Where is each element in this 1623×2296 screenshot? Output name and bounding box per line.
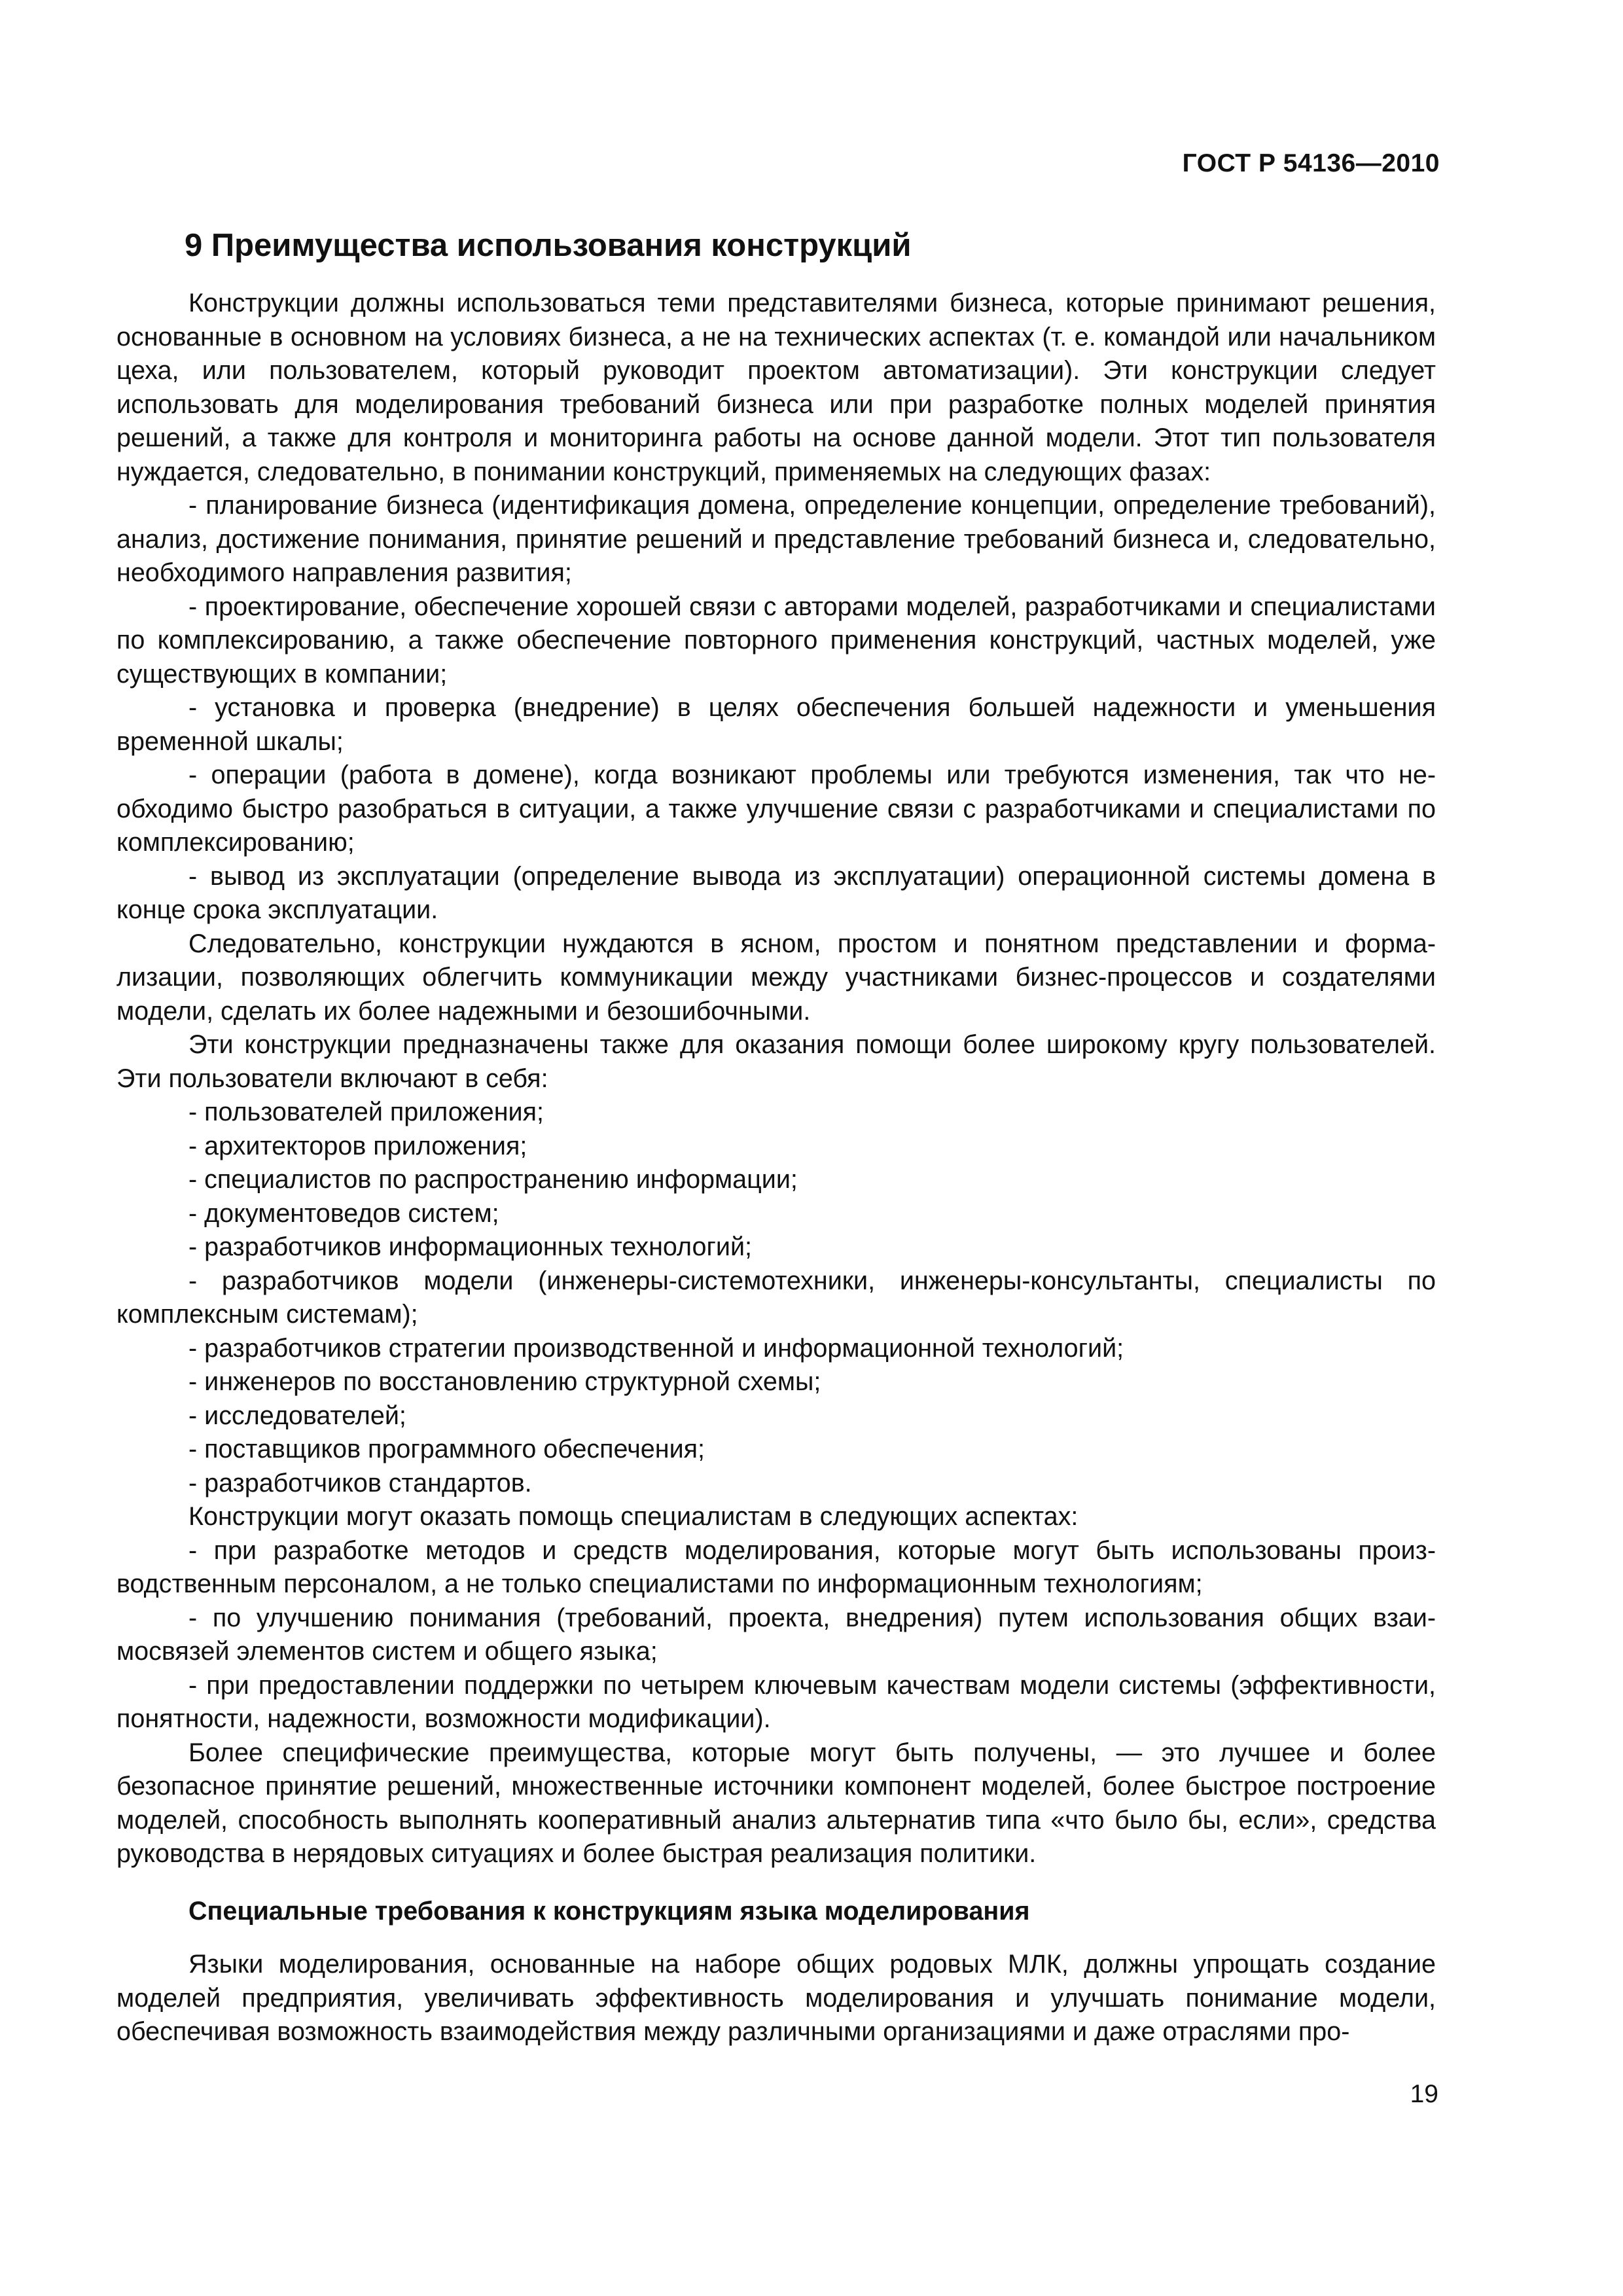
paragraph: Конструкции могут оказать помощь специалистам в следующих аспектах: — [188, 1502, 1079, 1531]
list-item: - разработчиков модели (инженеры-системотехники, инженеры-консультанты, специалисты по комплексным системам); — [116, 1266, 1436, 1329]
list-item: - при предоставлении поддержки по четырем ключевым качествам модели системы (эффективности, понятности, надежности, возможности модификации). — [116, 1670, 1436, 1733]
list-item: - планирование бизнеса (идентификация домена, определение концепции, определение требований), анализ, достижение понимания, принятие решений и представление требований бизнеса и, следовательно, необходимого направления развития; — [116, 491, 1436, 587]
list-item: - при разработке методов и средств моделирования, которые могут быть использованы производственным персоналом, а не только специалистами по информационным технологиям; — [116, 1535, 1436, 1598]
list-item: - архитекторов приложения; — [188, 1131, 527, 1160]
phases-list — [116, 489, 1436, 927]
paragraph: Эти конструкции предназначены также для оказания помощи более широкому кругу пользователей. Эти пользователи включают в себя: — [116, 1030, 1436, 1093]
list-item: - установка и проверка (внедрение) в целях обеспечения большей надежности и уменьшения временной шкалы; — [116, 693, 1436, 756]
list-item: - поставщиков программного обеспечения; — [188, 1435, 705, 1463]
list-item: - исследователей; — [188, 1401, 406, 1430]
page-number: 19 — [1410, 2080, 1438, 2108]
paragraph: Более специфические преимущества, которые могут быть получены, — это лучшее и более безопасное принятие решений, множественные источники компонент моделей, более быстрое построение моделей, способность выполнять кооперативный анализ альтернатив типа «что было бы, если», средства руководства в нерядовых ситуациях и более быстрая реализация политики. — [116, 1738, 1436, 1868]
list-item: - разработчиков информационных технологий; — [188, 1232, 752, 1261]
section-title: 9 Преимущества использования конструкций — [185, 228, 912, 263]
subsection-title: Специальные требования к конструкциям языка моделирования — [188, 1896, 1030, 1926]
list-item: - операции (работа в домене), когда возникают проблемы или требуются изменения, так что необходимо быстро разобраться в ситуации, а также улучшение связи с разработчиками и специалистами по комплексированию; — [116, 761, 1436, 857]
list-item: - вывод из эксплуатации (определение вывода из эксплуатации) операционной системы домена в конце срока эксплуатации. — [116, 861, 1436, 924]
paragraph: Языки моделирования, основанные на наборе общих родовых МЛК, должны упрощать создание моделей предприятия, увеличивать эффективность моделирования и улучшать понимание модели, обеспечивая возможность взаимодействия между различными организациями и даже отраслями про- — [116, 1950, 1436, 2046]
list-item: - по улучшению понимания (требований, проекта, внедрения) путем использования общих взаимосвязей элементов систем и общего языка; — [116, 1603, 1436, 1666]
list-item: - документоведов систем; — [188, 1198, 499, 1228]
users-list — [116, 1096, 1436, 1500]
list-item: - разработчиков стандартов. — [188, 1468, 532, 1498]
intro-paragraph: Конструкции должны использоваться теми представителями бизнеса, которые принимают решения, основанные в основном на условиях бизнеса, а не на технических аспектах (т. е. командой или начальником цеха, или пользователем, который руководит проектом автоматизации). Эти конструкции следует использовать для моделирования требований бизнеса или при разработке полных моделей принятия решений, а также для контроля и мониторинга работы на основе данной модели. Этот тип пользователя нуждается, следовательно, в понимании конструкций, применяемых на следующих фазах: — [116, 289, 1436, 486]
list-item: - инженеров по восстановлению структурной схемы; — [188, 1367, 821, 1396]
aspects-list — [116, 1534, 1436, 1736]
paragraph: Следовательно, конструкции нуждаются в ясном, простом и понятном представлении и формализации, позволяющих облегчить коммуникации между участниками бизнес-процессов и создателями модели, сделать их более надежными и безошибочными. — [116, 929, 1436, 1026]
list-item: - проектирование, обеспечение хорошей связи с авторами моделей, разработчиками и специалистами по комплексированию, а также обеспечение повторного применения конструкций, частных моделей, уже существующих в компании; — [116, 592, 1436, 689]
document-header: ГОСТ Р 54136—2010 — [1182, 149, 1440, 177]
list-item: - специалистов по распространению информации; — [188, 1165, 798, 1194]
list-item: - разработчиков стратегии производственной и информационной технологий; — [188, 1333, 1124, 1363]
page-content — [116, 223, 1436, 2049]
list-item: - пользователей приложения; — [188, 1098, 544, 1126]
